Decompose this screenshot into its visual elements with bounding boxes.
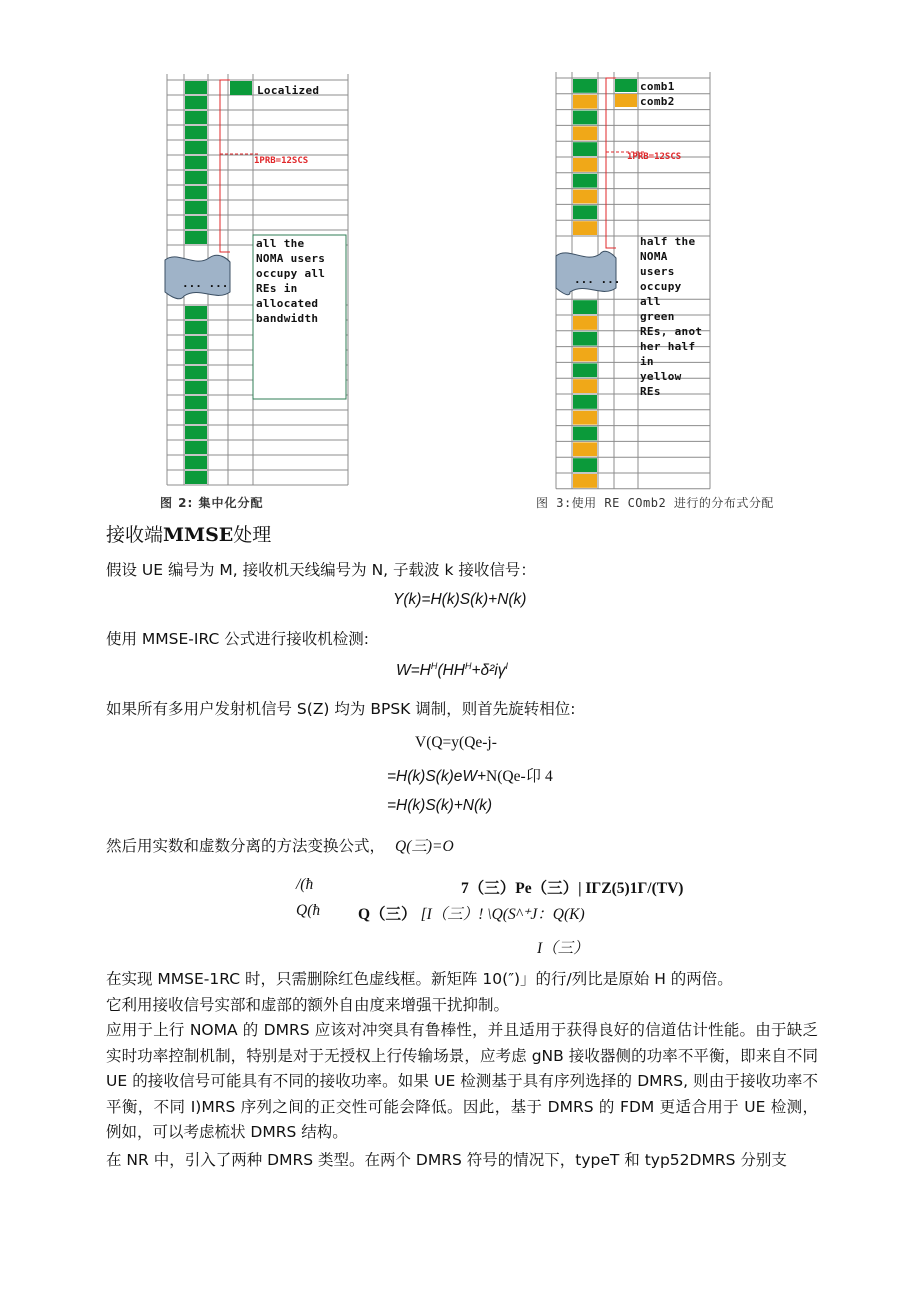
resource-element-cell — [185, 201, 207, 214]
resource-element-cell — [185, 441, 207, 454]
resource-element-cell — [185, 321, 207, 334]
resource-element-cell — [573, 111, 597, 125]
comb2-legend-swatch — [615, 94, 637, 107]
note-line: bandwidth — [256, 312, 319, 325]
note-line: NOMA — [640, 250, 668, 263]
localized-legend-swatch — [230, 81, 252, 95]
resource-element-cell — [573, 142, 597, 156]
paragraph-5a: 在实现 MMSE-1RC 时，只需删除红色虚线框。新矩阵 10(″)」的行/列比是原始 H 的两倍。 — [106, 970, 733, 988]
note-line: in — [640, 355, 654, 368]
resource-element-cell — [185, 156, 207, 169]
resource-element-cell — [185, 351, 207, 364]
resource-element-cell — [185, 81, 207, 94]
resource-element-cell — [185, 471, 207, 484]
resource-element-cell — [185, 96, 207, 109]
equation-3c: =H(k)S(k)+N(k) — [387, 797, 493, 814]
note-line: REs in — [256, 282, 298, 295]
note-line: all — [640, 295, 661, 308]
equation-3b: =H(k)S(k)eW+N(Qe-卬 4 — [387, 768, 553, 785]
resource-element-cell — [185, 381, 207, 394]
resource-element-cell — [185, 231, 207, 244]
break-label: ... ... — [574, 273, 621, 286]
equation-3a: V(Q=y(Qe-j- — [415, 734, 497, 751]
resource-element-cell — [573, 300, 597, 314]
paragraph-3: 如果所有多用户发射机信号 S(Z) 均为 BPSK 调制，则首先旋转相位: — [106, 700, 576, 718]
figure-localized — [160, 70, 360, 515]
note-line: her half — [640, 340, 696, 353]
note-line: half the — [640, 235, 696, 248]
figure-caption-3: 图 3:使用 RE COmb2 进行的分布式分配 — [536, 496, 774, 510]
note-text — [256, 236, 325, 326]
resource-element-cell — [185, 306, 207, 319]
prb-label: 1PRB=12SCS — [254, 156, 309, 166]
resource-element-cell — [185, 126, 207, 139]
matrix-row1-right: 7（三）Pe（三）| ΙΓZ(5)1Γ/(TV) — [461, 880, 684, 897]
equation-1: Y(k)=H(k)S(k)+N(k) — [393, 591, 527, 608]
section-heading: 接收端MMSE处理 — [106, 524, 272, 546]
note-line: occupy — [640, 280, 682, 293]
figure-comb2 — [530, 70, 810, 515]
paragraph-4: 然后用实数和虚数分离的方法变换公式， Q(三)=O — [106, 837, 454, 855]
localized-label: Localized — [257, 84, 320, 97]
note-line: REs, anot — [640, 325, 703, 338]
equation-2: $W=H^H(HH^H+\delta^2i\gamma^I$ — [396, 661, 508, 680]
resource-element-cell — [573, 126, 597, 140]
resource-element-cell — [573, 221, 597, 235]
legend-comb1: comb1 — [640, 80, 675, 93]
break-label: ... ... — [182, 277, 229, 290]
note-line: yellow — [640, 370, 682, 383]
resource-element-cell — [573, 158, 597, 172]
resource-element-cell — [573, 427, 597, 441]
resource-element-cell — [573, 174, 597, 188]
note-line: all the — [256, 237, 305, 250]
matrix-row3: Ι（三） — [537, 940, 589, 957]
legend-comb2: comb2 — [640, 95, 675, 108]
resource-element-cell — [573, 190, 597, 204]
note-line: occupy all — [256, 267, 326, 280]
resource-element-cell — [573, 79, 597, 93]
comb1-legend-swatch — [615, 79, 637, 92]
resource-element-cell — [185, 336, 207, 349]
resource-element-cell — [573, 316, 597, 330]
resource-element-cell — [185, 171, 207, 184]
resource-element-cell — [185, 426, 207, 439]
resource-element-cell — [573, 332, 597, 346]
resource-element-cell — [185, 111, 207, 124]
resource-element-cell — [185, 186, 207, 199]
resource-element-cell — [573, 395, 597, 409]
resource-element-cell — [185, 456, 207, 469]
matrix-row2-right: Q（三） [Ι（三）! \Q(S^⁺J：Q(K) — [358, 906, 585, 923]
resource-element-cell — [573, 458, 597, 472]
figure-caption-2: 图 2: 集中化分配 — [160, 496, 264, 510]
note-text — [640, 234, 702, 399]
resource-element-cell — [573, 363, 597, 377]
resource-element-cell — [573, 95, 597, 109]
resource-element-cell — [573, 348, 597, 362]
paragraph-5b: 它利用接收信号实部和虚部的额外自由度来增强干扰抑制。 — [106, 996, 510, 1014]
note-line: allocated — [256, 297, 319, 310]
resource-element-cell — [573, 205, 597, 219]
paragraph-7: 在 NR 中，引入了两种 DMRS 类型。在两个 DMRS 符号的情况下，typeT 和 typ52DMRS 分别支 — [106, 1151, 787, 1169]
resource-element-cell — [185, 216, 207, 229]
note-line: users — [640, 265, 675, 278]
resource-element-cell — [185, 141, 207, 154]
paragraph-2: 使用 MMSE-IRC 公式进行接收机检测: — [106, 630, 369, 648]
paragraph-6: 应用于上行 NOMA 的 DMRS 应该对冲突具有鲁棒性，并且适用于获得良好的信道估计性能。由于缺乏实时功率控制机制，特别是对于无授权上行传输场景，应考虑 gNB 接收器侧的功率不平衡，即来自不同 UE 的接收信号可能具有不同的接收功率。如果 UE 检测基于具有序列选择的 DMRS, 则由于接收功率不平衡，不同 I)MRS 序列之间的正交性可能会降低。因此，基于 DMRS 的 FDM 更适合用于 UE 检测，例如，可以考虑梳状 DMRS 结构。 — [106, 1021, 818, 1141]
resource-element-cell — [185, 411, 207, 424]
resource-element-cell — [573, 411, 597, 425]
paragraph-1: 假设 UE 编号为 M, 接收机天线编号为 N, 子载波 k 接收信号： — [106, 561, 536, 579]
matrix-row2-left: Q(ћ — [296, 902, 321, 919]
resource-element-cell — [573, 379, 597, 393]
resource-element-cell — [185, 366, 207, 379]
note-line: NOMA users — [256, 252, 326, 265]
matrix-row1-left: /(ћ — [296, 876, 314, 893]
resource-element-cell — [573, 474, 597, 488]
resource-element-cell — [573, 442, 597, 456]
note-line: REs — [640, 385, 661, 398]
resource-element-cell — [185, 396, 207, 409]
prb-label: 1PRB=12SCS — [627, 152, 682, 162]
note-line: green — [640, 310, 675, 323]
